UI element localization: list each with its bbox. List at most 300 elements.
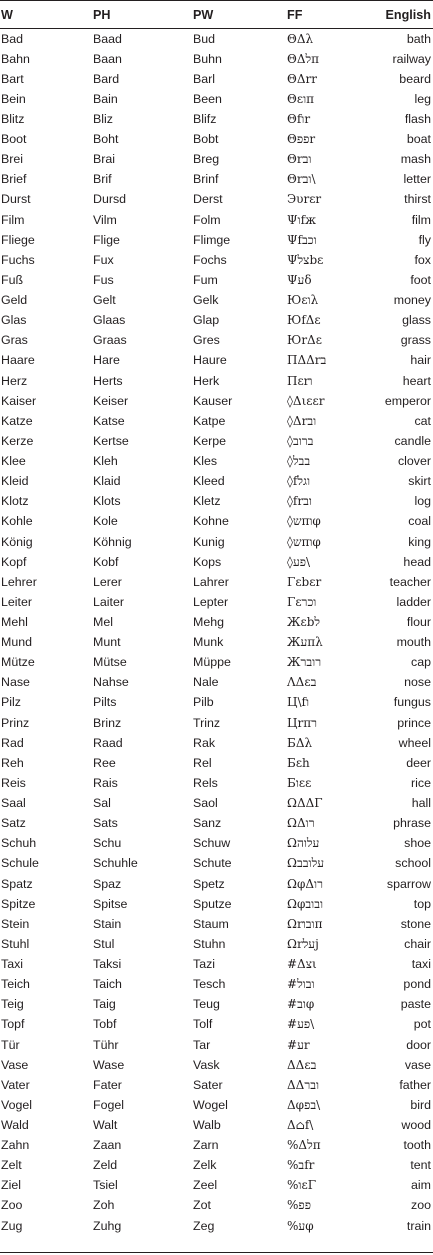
- cell-english: king: [408, 534, 431, 549]
- cell-pw: Gres: [193, 333, 220, 348]
- cell-ff: Жעπλ: [287, 635, 323, 650]
- cell-ff: #ובול: [287, 977, 315, 992]
- cell-english: skirt: [408, 474, 431, 489]
- table-row: [0, 149, 433, 169]
- cell-pw: Zeg: [193, 1218, 215, 1233]
- cell-w: Tür: [1, 1037, 20, 1052]
- cell-pw: Blifz: [193, 111, 217, 126]
- cell-ff: Ωrובוπ: [287, 916, 323, 931]
- cell-ph: Fux: [93, 252, 114, 267]
- cell-ph: Bliz: [93, 111, 113, 126]
- cell-ff: ΛΔεב: [287, 675, 317, 690]
- cell-w: Gras: [1, 333, 28, 348]
- cell-ff: ΠΔΔrב: [287, 353, 327, 368]
- table-row: [0, 290, 433, 310]
- cell-english: tent: [410, 1158, 431, 1173]
- cell-ph: Gelt: [93, 293, 116, 308]
- cell-english: railway: [392, 51, 431, 66]
- cell-ff: ◊Δrוב: [287, 413, 317, 428]
- cell-ff: ЮrΔε: [287, 333, 322, 348]
- cell-english: thirst: [404, 192, 431, 207]
- cell-ff: Ωrעלϳ: [287, 936, 319, 951]
- cell-english: film: [411, 212, 431, 227]
- cell-w: Reh: [1, 755, 24, 770]
- cell-w: Klee: [1, 454, 26, 469]
- cell-ph: Fus: [93, 272, 114, 287]
- cell-ph: Schuhle: [93, 856, 138, 871]
- table-row: [0, 1115, 433, 1135]
- cell-ph: Nahse: [93, 675, 129, 690]
- cell-ff: Θεוπ: [287, 91, 315, 106]
- table-row: [0, 1135, 433, 1155]
- cell-english: pond: [403, 977, 431, 992]
- cell-pw: Zelk: [193, 1158, 217, 1173]
- cell-w: Brief: [1, 172, 27, 187]
- cell-ff: ΘΔלπ: [287, 51, 320, 66]
- table-row: [0, 350, 433, 370]
- table-row: [0, 914, 433, 934]
- cell-ph: Köhnig: [93, 534, 132, 549]
- cell-ph: Klots: [93, 494, 121, 509]
- cell-ff: Ц\fו: [287, 695, 310, 710]
- cell-w: Zelt: [1, 1158, 22, 1173]
- cell-ph: Kole: [93, 514, 118, 529]
- cell-w: Vogel: [1, 1097, 33, 1112]
- table-row: [0, 129, 433, 149]
- table-row: [0, 230, 433, 250]
- table-row: [0, 773, 433, 793]
- table-row: [0, 954, 433, 974]
- cell-w: Rad: [1, 735, 24, 750]
- cell-ff: Ψfוכב: [287, 232, 317, 247]
- table-row: [0, 1055, 433, 1075]
- cell-pw: Trinz: [193, 715, 221, 730]
- cell-ff: Γεוכר: [287, 594, 317, 609]
- cell-ff: Бεh: [287, 755, 310, 770]
- cell-pw: Fum: [193, 272, 218, 287]
- cell-pw: Kunig: [193, 534, 225, 549]
- cell-ph: Baan: [93, 51, 122, 66]
- cell-ff: Δφבפ\: [287, 1097, 321, 1112]
- cell-ff: ◊Διεεr: [287, 393, 325, 408]
- cell-w: Fuß: [1, 272, 24, 287]
- cell-english: boat: [406, 132, 431, 147]
- cell-english: coal: [408, 514, 431, 529]
- cell-w: Spatz: [1, 876, 33, 891]
- cell-ff: Θפפr: [287, 132, 316, 147]
- cell-english: hall: [411, 796, 431, 811]
- header-row: [0, 4, 433, 26]
- cell-english: foot: [410, 272, 431, 287]
- table-row: [0, 109, 433, 129]
- cell-w: König: [1, 534, 33, 549]
- cell-pw: Zarn: [193, 1138, 219, 1153]
- cell-ph: Boht: [93, 132, 119, 147]
- cell-ph: Katse: [93, 413, 125, 428]
- cell-ff: Πεrו: [287, 373, 313, 388]
- cell-english: train: [406, 1218, 431, 1233]
- cell-ff: ΩφΔרו: [287, 876, 323, 891]
- cell-pw: Buhn: [193, 51, 222, 66]
- bottom-rule: [0, 1252, 433, 1253]
- table-row: [0, 793, 433, 813]
- cell-w: Schule: [1, 856, 39, 871]
- cell-english: phrase: [393, 816, 431, 831]
- cell-english: chair: [404, 936, 431, 951]
- cell-ff: %וεΓ: [287, 1178, 317, 1193]
- table-row: [0, 330, 433, 350]
- cell-w: Durst: [1, 192, 31, 207]
- cell-pw: Walb: [193, 1117, 221, 1132]
- table-row: [0, 270, 433, 290]
- cell-pw: Nale: [193, 675, 219, 690]
- cell-ff: %עφ: [287, 1218, 314, 1233]
- cell-ph: Spaz: [93, 876, 122, 891]
- table-row: [0, 974, 433, 994]
- cell-ff: ◊ברוב: [287, 433, 314, 448]
- cell-w: Brei: [1, 152, 24, 167]
- table-row: [0, 813, 433, 833]
- cell-ph: Sats: [93, 816, 118, 831]
- cell-english: money: [393, 293, 431, 308]
- cell-w: Ziel: [1, 1178, 21, 1193]
- table-row: [0, 1035, 433, 1055]
- cell-w: Reis: [1, 775, 26, 790]
- cell-english: cap: [411, 655, 431, 670]
- table-row: [0, 894, 433, 914]
- cell-ph: Zoh: [93, 1198, 115, 1213]
- cell-pw: Munk: [193, 635, 224, 650]
- cell-english: paste: [400, 997, 431, 1012]
- cell-ff: Γεbεr: [287, 574, 322, 589]
- cell-english: mouth: [396, 635, 431, 650]
- cell-ff: Θfוr: [287, 111, 311, 126]
- cell-w: Zahn: [1, 1138, 30, 1153]
- cell-english: wheel: [398, 735, 431, 750]
- cell-w: Taxi: [1, 957, 24, 972]
- cell-pw: Gelk: [193, 293, 219, 308]
- cell-english: bird: [410, 1097, 431, 1112]
- cell-english: zoo: [411, 1198, 431, 1213]
- cell-w: Geld: [1, 293, 28, 308]
- table-row: [0, 1216, 433, 1236]
- cell-english: top: [413, 896, 431, 911]
- cell-w: Mütze: [1, 655, 35, 670]
- cell-pw: Müppe: [193, 655, 231, 670]
- header-english: English: [385, 8, 431, 22]
- cell-english: grass: [400, 333, 431, 348]
- cell-ph: Herts: [93, 373, 123, 388]
- cell-w: Topf: [1, 1017, 25, 1032]
- cell-w: Herz: [1, 373, 28, 388]
- cell-ff: ◊בבל: [287, 454, 311, 469]
- cell-pw: Kleed: [193, 474, 225, 489]
- cell-pw: Saol: [193, 796, 218, 811]
- cell-english: rice: [411, 775, 431, 790]
- cell-ph: Mel: [93, 614, 113, 629]
- header-ff: FF: [287, 8, 303, 22]
- cell-pw: Katpe: [193, 413, 226, 428]
- cell-w: Prinz: [1, 715, 30, 730]
- table-row: [0, 733, 433, 753]
- table-row: [0, 371, 433, 391]
- cell-pw: Spetz: [193, 876, 225, 891]
- table-row: [0, 1155, 433, 1175]
- cell-pw: Tar: [193, 1037, 211, 1052]
- cell-w: Bart: [1, 71, 24, 86]
- header-w: W: [1, 8, 13, 22]
- cell-w: Stein: [1, 916, 30, 931]
- cell-ph: Schu: [93, 836, 122, 851]
- cell-w: Klotz: [1, 494, 29, 509]
- cell-w: Leiter: [1, 594, 32, 609]
- cell-pw: Stuhn: [193, 936, 226, 951]
- cell-ph: Sal: [93, 796, 111, 811]
- table-row: [0, 391, 433, 411]
- cell-pw: Kauser: [193, 393, 233, 408]
- cell-ph: Tsiel: [93, 1178, 118, 1193]
- cell-w: Boot: [1, 132, 27, 147]
- cell-w: Vater: [1, 1077, 30, 1092]
- cell-ff: #פע\: [287, 1017, 315, 1032]
- cell-pw: Rak: [193, 735, 216, 750]
- cell-w: Blitz: [1, 111, 25, 126]
- cell-ff: БΔλ: [287, 735, 313, 750]
- cell-english: glass: [402, 313, 431, 328]
- cell-w: Kerze: [1, 433, 34, 448]
- cell-ff: %בfr: [287, 1158, 315, 1173]
- cell-w: Schuh: [1, 836, 37, 851]
- cell-english: heart: [402, 373, 431, 388]
- cell-w: Kleid: [1, 474, 29, 489]
- table-row: [0, 612, 433, 632]
- cell-pw: Vask: [193, 1057, 220, 1072]
- cell-ff: Θrוב: [287, 152, 312, 167]
- table-row: [0, 874, 433, 894]
- cell-pw: Zot: [193, 1198, 211, 1213]
- table-row: [0, 189, 433, 209]
- cell-w: Fuchs: [1, 252, 35, 267]
- cell-ff: Ψוfж: [287, 212, 317, 227]
- cell-w: Mehl: [1, 614, 28, 629]
- cell-pw: Tesch: [193, 977, 226, 992]
- cell-english: flour: [406, 614, 431, 629]
- cell-pw: Breg: [193, 152, 220, 167]
- cell-english: prince: [397, 715, 431, 730]
- cell-pw: Tolf: [193, 1017, 213, 1032]
- cell-ff: Юεוλ: [287, 293, 319, 308]
- cell-pw: Barl: [193, 71, 216, 86]
- cell-english: deer: [406, 755, 431, 770]
- cell-pw: Rel: [193, 755, 212, 770]
- table-row: [0, 692, 433, 712]
- table-row: [0, 491, 433, 511]
- cell-ph: Taich: [93, 977, 122, 992]
- cell-pw: Kerpe: [193, 433, 227, 448]
- cell-pw: Tazi: [193, 957, 216, 972]
- cell-pw: Lepter: [193, 594, 229, 609]
- table-row: [0, 451, 433, 471]
- cell-pw: Pilb: [193, 695, 214, 710]
- table-row: [0, 833, 433, 853]
- cell-english: flash: [404, 111, 431, 126]
- cell-pw: Schute: [193, 856, 232, 871]
- cell-english: sparrow: [386, 876, 431, 891]
- cell-english: cat: [414, 413, 431, 428]
- cell-ff: %פפ: [287, 1198, 311, 1213]
- cell-ph: Fogel: [93, 1097, 124, 1112]
- cell-ph: Kleh: [93, 454, 118, 469]
- cell-ff: ◊פע\: [287, 554, 311, 569]
- cell-english: beard: [399, 71, 431, 86]
- cell-pw: Rels: [193, 775, 218, 790]
- table-row: [0, 1175, 433, 1195]
- cell-ff: ЮfΔε: [287, 313, 321, 328]
- table-row: [0, 592, 433, 612]
- cell-w: Lehrer: [1, 574, 37, 589]
- cell-ph: Tobf: [93, 1017, 117, 1032]
- cell-pw: Flimge: [193, 232, 231, 247]
- cell-ph: Klaid: [93, 474, 121, 489]
- cell-ff: ◊frוב: [287, 494, 312, 509]
- table-row: [0, 853, 433, 873]
- cell-pw: Bobt: [193, 132, 219, 147]
- cell-ph: Glaas: [93, 313, 126, 328]
- cell-ff: ΩΔΔΓ: [287, 796, 323, 811]
- table-row: [0, 532, 433, 552]
- table-row: [0, 1195, 433, 1215]
- cell-ph: Walt: [93, 1117, 118, 1132]
- cell-w: Katze: [1, 413, 33, 428]
- cell-pw: Fochs: [193, 252, 227, 267]
- cell-pw: Teug: [193, 997, 220, 1012]
- cell-ff: ΔΔεב: [287, 1057, 317, 1072]
- table-row: [0, 310, 433, 330]
- cell-ph: Flige: [93, 232, 120, 247]
- cell-ph: Vilm: [93, 212, 117, 227]
- cell-w: Glas: [1, 313, 27, 328]
- cell-english: fly: [418, 232, 431, 247]
- cell-english: shoe: [404, 836, 431, 851]
- cell-ff: ◊שπוφ: [287, 514, 321, 529]
- cell-pw: Sanz: [193, 816, 222, 831]
- cell-w: Wald: [1, 1117, 29, 1132]
- cell-ph: Kobf: [93, 554, 119, 569]
- cell-ff: %Δלπ: [287, 1138, 321, 1153]
- cell-ff: ΩΔרו: [287, 816, 315, 831]
- cell-w: Kaiser: [1, 393, 37, 408]
- cell-ff: Цrπר: [287, 715, 317, 730]
- cell-ff: Δ⌂f\: [287, 1117, 314, 1132]
- cell-ph: Rais: [93, 775, 118, 790]
- cell-english: school: [395, 856, 431, 871]
- cell-english: leg: [414, 91, 431, 106]
- cell-pw: Kops: [193, 554, 222, 569]
- top-rule: [0, 0, 433, 1]
- cell-ph: Stul: [93, 936, 115, 951]
- cell-w: Bein: [1, 91, 26, 106]
- cell-pw: Herk: [193, 373, 220, 388]
- cell-ph: Zuhg: [93, 1218, 122, 1233]
- cell-w: Satz: [1, 816, 26, 831]
- cell-ph: Graas: [93, 333, 127, 348]
- cell-pw: Kles: [193, 454, 218, 469]
- cell-pw: Brinf: [193, 172, 219, 187]
- cell-ph: Raad: [93, 735, 123, 750]
- table-row: [0, 511, 433, 531]
- cell-ff: Жרובר: [287, 655, 322, 670]
- cell-w: Teig: [1, 997, 24, 1012]
- cell-pw: Staum: [193, 916, 229, 931]
- cell-ph: Taksi: [93, 957, 122, 972]
- cell-ff: Ωעלובב: [287, 856, 324, 871]
- cell-ff: Ψעδ: [287, 272, 312, 287]
- table-row: [0, 994, 433, 1014]
- cell-pw: Mehg: [193, 614, 224, 629]
- cell-pw: Derst: [193, 192, 223, 207]
- cell-w: Teich: [1, 977, 30, 992]
- cell-english: fungus: [393, 695, 431, 710]
- cell-ph: Kertse: [93, 433, 129, 448]
- cell-ff: Θrוב\: [287, 172, 316, 187]
- cell-ff: ◊שπוφ: [287, 534, 321, 549]
- cell-w: Kopf: [1, 554, 27, 569]
- cell-ff: #Δצι: [287, 957, 317, 972]
- cell-pw: Kohne: [193, 514, 229, 529]
- cell-ph: Bard: [93, 71, 120, 86]
- cell-ph: Stain: [93, 916, 122, 931]
- cell-pw: Schuw: [193, 836, 231, 851]
- cell-ph: Ree: [93, 755, 116, 770]
- cell-english: stone: [400, 916, 431, 931]
- table-row: [0, 572, 433, 592]
- cell-ph: Zaan: [93, 1138, 122, 1153]
- table-row: [0, 1095, 433, 1115]
- cell-english: tooth: [403, 1138, 431, 1153]
- table-row: [0, 632, 433, 652]
- cell-english: fox: [414, 252, 431, 267]
- cell-ff: ΘΔλ: [287, 31, 314, 46]
- cell-w: Nase: [1, 675, 30, 690]
- table-row: [0, 753, 433, 773]
- cell-pw: Wogel: [193, 1097, 228, 1112]
- cell-english: vase: [404, 1057, 431, 1072]
- cell-w: Zug: [1, 1218, 23, 1233]
- table-row: [0, 431, 433, 451]
- cell-pw: Sater: [193, 1077, 223, 1092]
- cell-w: Zoo: [1, 1198, 23, 1213]
- cell-pw: Been: [193, 91, 222, 106]
- cell-w: Mund: [1, 635, 32, 650]
- cell-w: Fliege: [1, 232, 35, 247]
- cell-pw: Kletz: [193, 494, 221, 509]
- header-pw: PW: [193, 8, 214, 22]
- table-row: [0, 69, 433, 89]
- table-row: [0, 411, 433, 431]
- cell-w: Vase: [1, 1057, 29, 1072]
- cell-english: wood: [401, 1117, 431, 1132]
- cell-english: teacher: [389, 574, 431, 589]
- table-row: [0, 1014, 433, 1034]
- cell-english: emperor: [384, 393, 431, 408]
- table-row: [0, 49, 433, 69]
- cell-english: father: [399, 1077, 431, 1092]
- cell-pw: Zeel: [193, 1178, 218, 1193]
- cell-english: head: [403, 554, 431, 569]
- cell-ff: Ψצלbε: [287, 252, 324, 267]
- cell-pw: Bud: [193, 31, 216, 46]
- cell-english: clover: [397, 454, 431, 469]
